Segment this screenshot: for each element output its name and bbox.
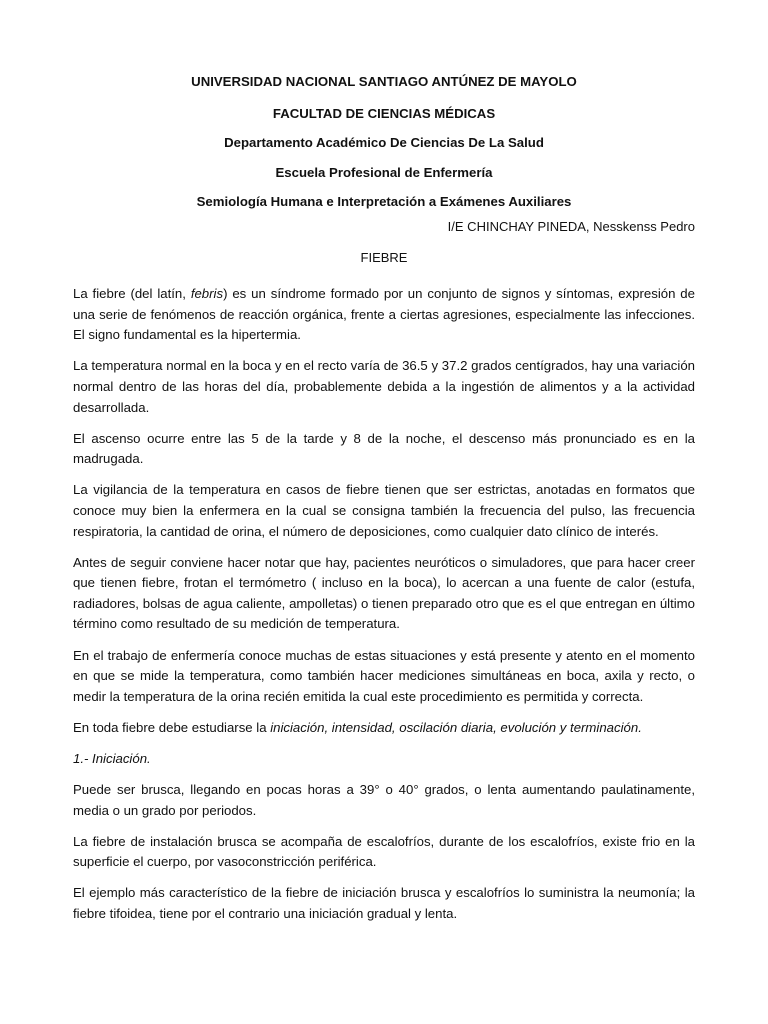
paragraph-6: En el trabajo de enfermería conoce muchas de estas situaciones y está presente y atento en el momento en que se mide la temperatura, como también hacer mediciones simultáneas en boca, axila y recto, o medir la temperatura de la orina recién emitida la cual este procedimiento es permitida y correcta. xyxy=(73,647,695,704)
document-title: FIEBRE xyxy=(360,249,408,265)
paragraph-1-latin-term: febris xyxy=(190,286,224,302)
document-content xyxy=(73,72,695,935)
faculty-heading: FACULTAD DE CIENCIAS MÉDICAS xyxy=(272,105,496,121)
paragraph-8: Puede ser brusca, llegando en pocas horas a 39° o 40° grados, o lenta aumentando paulatinamente, media o un grado por periodos. xyxy=(73,782,695,818)
paragraph-1-end: ) es un síndrome formado por un conjunto de signos y síntomas, expresión de una serie de fenómenos de reacción orgánica, frente a ciertas agresiones, especialmente las infecciones. El signo fundamental es la hipertermia. xyxy=(73,286,695,343)
university-heading: UNIVERSIDAD NACIONAL SANTIAGO ANTÚNEZ DE MAYOLO xyxy=(191,74,577,89)
paragraph-7 xyxy=(73,718,695,739)
author-line: I/E CHINCHAY PINEDA, Nesskenss Pedro xyxy=(447,218,695,234)
paragraph-10: El ejemplo más característico de la fiebre de iniciación brusca y escalofríos lo suministra la neumonía; la fiebre tifoidea, tiene por el contrario una iniciación gradual y lenta. xyxy=(73,885,695,921)
paragraph-3: El ascenso ocurre entre las 5 de la tarde y 8 de la noche, el descenso más pronunciado es en la madrugada. xyxy=(73,430,695,467)
paragraph-1-start: La fiebre (del latín, xyxy=(73,286,191,302)
paragraph-5: Antes de seguir conviene hacer notar que hay, pacientes neuróticos o simuladores, que para hacer creer que tienen fiebre, frotan el termómetro ( incluso en la boca), lo acercan a una fuente de calor (estufa, radiadores, bolsas de agua caliente, ampolletas) o tienen preparado otro que es el que entregan en último término como resultado de su medición de temperatura. xyxy=(73,554,695,632)
paragraph-7-italic-list: iniciación, intensidad, oscilación diaria, evolución y terminación. xyxy=(270,719,642,735)
paragraph-4: La vigilancia de la temperatura en casos de fiebre tienen que ser estrictas, anotadas en formatos que conoce muy bien la enfermera en la cual se consigna también la frecuencia del pulso, las frecuencia respiratoria, la cantidad de orina, el número de deposiciones, como cualquier dato clínico de interés. xyxy=(73,482,695,539)
section-heading-iniciacion: 1.- Iniciación. xyxy=(73,750,151,766)
school-heading: Escuela Profesional de Enfermería xyxy=(275,164,493,180)
paragraph-1 xyxy=(73,284,695,346)
paragraph-7-start: En toda fiebre debe estudiarse la xyxy=(73,719,271,735)
department-heading: Departamento Académico De Ciencias De La Salud xyxy=(224,135,544,151)
course-heading: Semiología Humana e Interpretación a Exámenes Auxiliares xyxy=(196,194,572,210)
paragraph-9: La fiebre de instalación brusca se acompaña de escalofríos, durante de los escalofríos, existe frio en la superficie el cuerpo, por vasoconstricción periférica. xyxy=(73,833,695,870)
paragraph-2: La temperatura normal en la boca y en el recto varía de 36.5 y 37.2 grados centígrados, hay una variación normal dentro de las horas del día, probablemente debida a la ingestión de alimentos y a la actividad desarrollada. xyxy=(73,358,695,415)
